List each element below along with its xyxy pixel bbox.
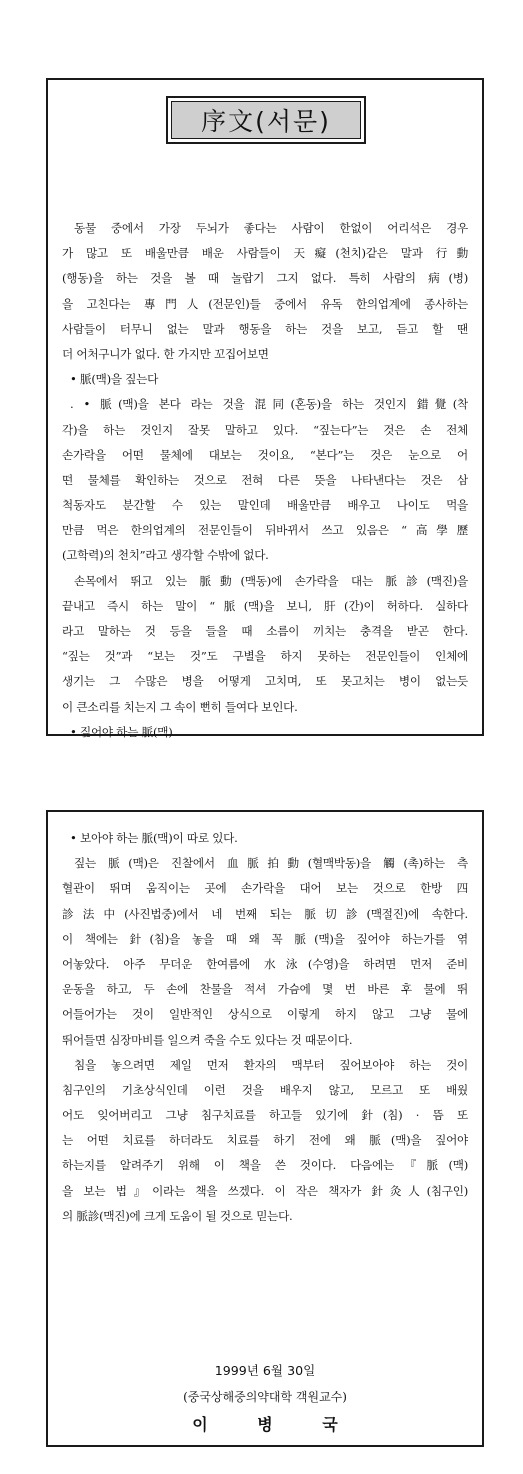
preface-body-page-2: [62, 826, 468, 1229]
text-line: 사람들이 터무니 없는 말과 행동을 하는 것을 보고, 듣고 할 땐: [62, 321, 468, 336]
text-line: 손목에서 뛰고 있는 脈動(맥동)에 손가락을 대는 脈診(맥진)을: [74, 573, 468, 588]
text-line: 이 책에는 針(침)을 놓을 때 왜 꼭 脈(맥)을 짚어야 하는가를 엮: [62, 931, 468, 946]
preface-title-box: [166, 96, 366, 144]
text-line: 침을 놓으려면 제일 먼저 환자의 맥부터 짚어보아야 하는 것이: [74, 1057, 468, 1072]
text-line: 끝내고 즉시 하는 말이 “脈(맥)을 보니, 肝(간)이 허하다. 실하다: [62, 598, 468, 613]
text-line: 각)을 하는 것인지 잘못 말하고 있다. “짚는다”는 것은 손 전체: [62, 422, 468, 437]
text-line: 생기는 그 수많은 병을 어떻게 고치며, 또 못고치는 병이 없는듯: [62, 674, 468, 689]
preface-body-page-1: [62, 216, 468, 745]
text-line: 라고 말하는 것 등을 들을 때 소름이 끼치는 충격을 받곤 한다.: [62, 624, 468, 638]
signature-date: 1999년 6월 30일: [214, 1363, 316, 1378]
text-line: 혈관이 뛰며 움직이는 곳에 손가락을 대어 보는 것으로 한방 四: [62, 881, 468, 896]
text-line: 뛰어들면 심장마비를 일으켜 죽을 수도 있다는 것 때문이다.: [62, 1032, 353, 1047]
text-line: 을 보는 법』이라는 책을 쓰겠다. 이 작은 책자가 針灸人(침구인): [62, 1183, 468, 1198]
signature-affiliation: (중국상해중의약대학 객원교수): [183, 1390, 347, 1404]
text-line: 이 큰소리를 치는지 그 속이 뻔히 들여다 보인다.: [62, 699, 298, 714]
preface-page-1: [46, 78, 484, 739]
text-line: . • 脈(맥)을 본다 라는 것을 混同(혼동)을 하는 것인지 錯覺(착: [70, 397, 468, 412]
text-line: 동물 중에서 가장 두뇌가 좋다는 사람이 한없이 어리석은 경우: [74, 221, 468, 235]
text-line: (행동)을 하는 것을 볼 때 놀랍기 그지 없다. 특히 사람의 病(병): [62, 271, 468, 286]
text-line: 을 고친다는 專門人(전문인)들 중에서 유독 한의업계에 종사하는: [62, 296, 468, 311]
text-line: 척동자도 분간할 수 있는 말인데 배울만큼 배우고 나이도 먹을: [62, 498, 468, 513]
text-line: 더 어처구니가 없다. 한 가지만 꼬집어보면: [62, 346, 269, 361]
text-line: 운동을 하고, 두 손에 찬물을 적셔 가슴에 몇 번 바른 후 물에 뛰: [62, 982, 468, 997]
text-line: 떤 물체를 확인하는 것으로 전혀 다른 뜻을 나타낸다는 것은 삼: [62, 472, 468, 487]
signature-name: 이 병 국: [192, 1415, 360, 1434]
preface-title: 序文(서문): [171, 101, 361, 139]
text-line: • 脈(맥)을 짚는다: [70, 372, 159, 387]
text-line: 짚는 脈(맥)은 진찰에서 血脈拍動(혈맥박동)을 觸(촉)하는 측: [74, 856, 468, 871]
preface-page-2: [46, 810, 484, 1447]
text-line: (고학력)의 천치”라고 생각할 수밖에 없다.: [62, 548, 269, 563]
text-line: 는 어떤 치료를 하더라도 치료를 하기 전에 왜 脈(맥)을 짚어야: [62, 1133, 468, 1148]
text-line: 어놓았다. 아주 무더운 한여름에 水泳(수영)을 하려면 먼저 준비: [62, 956, 468, 971]
text-line: 침구인의 기초상식인데 이런 것을 배우지 않고, 모르고 또 배웠: [62, 1082, 468, 1097]
text-line: • 짚어야 하는 脈(맥): [70, 724, 173, 739]
text-line: 어도 잊어버리고 그냥 침구치료를 하고들 있기에 針(침) · 뜸 또: [62, 1108, 468, 1123]
text-line: 손가락을 어떤 물체에 대보는 것이요, “본다”는 것은 눈으로 어: [62, 447, 468, 462]
text-line: “짚는 것”과 “보는 것”도 구별을 하지 못하는 전문인들이 인체에: [62, 649, 468, 664]
text-line: 의 脈診(맥진)에 크게 도움이 될 것으로 믿는다.: [62, 1208, 293, 1223]
text-line: 하는지를 알려주기 위해 이 책을 쓴 것이다. 다음에는『脈(맥): [62, 1158, 468, 1173]
text-line: 가 많고 또 배울만큼 배운 사람들이 天癡(천치)같은 말과 行動: [62, 246, 468, 261]
text-line: • 보아야 하는 脈(맥)이 따로 있다.: [70, 831, 238, 845]
text-line: 어들어가는 것이 일반적인 상식으로 이렇게 하지 않고 그냥 물에: [62, 1007, 468, 1022]
text-line: 만큼 먹은 한의업계의 전문인들이 뒤바뀌서 쓰고 있음은 “高學歷: [62, 523, 468, 538]
text-line: 診法中(사진법중)에서 네 번째 되는 脈切診(맥절진)에 속한다.: [62, 906, 468, 921]
